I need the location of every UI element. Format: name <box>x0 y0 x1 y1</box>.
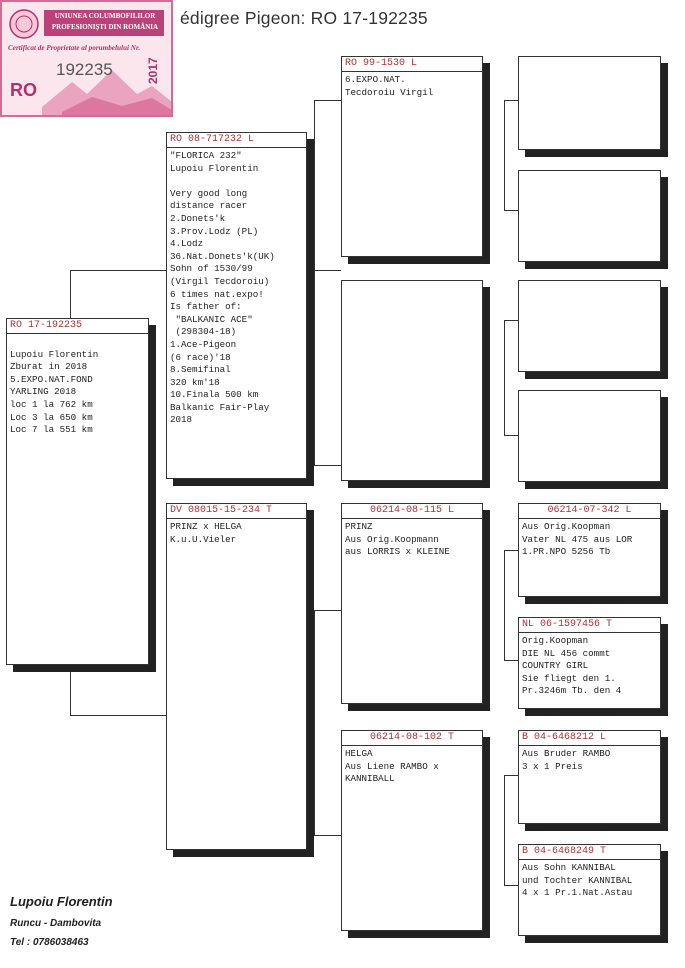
pigeon-details: 6.EXPO.NAT. Tecdoroiu Virgil <box>345 74 434 98</box>
connector <box>504 435 518 436</box>
connector <box>504 775 505 885</box>
pigeon-card-sire <box>166 132 307 479</box>
pigeon-details: Aus Sohn KANNIBAL und Tochter KANNIBAL 4 x 1 Pr.1.Nat.Astau <box>522 862 633 899</box>
pigeon-details <box>519 391 660 395</box>
pigeon-details <box>519 171 660 175</box>
pigeon-details <box>342 281 482 285</box>
ring-number: NL 06-1597456 T <box>519 618 660 633</box>
pigeon-card-empty <box>518 170 661 262</box>
connector <box>504 550 518 551</box>
connector <box>504 775 518 776</box>
ring-number: 06214-07-342 L <box>519 504 660 519</box>
connector <box>314 100 315 465</box>
pigeon-card-dam-dam <box>341 730 483 931</box>
pigeon-card-gen4 <box>518 503 661 597</box>
connector <box>314 610 341 611</box>
connector <box>504 100 505 210</box>
connector <box>504 100 518 101</box>
ring-number: B 04-6468212 L <box>519 731 660 746</box>
pigeon-card-empty <box>518 56 661 150</box>
page-title: édigree Pigeon: RO 17-192235 <box>180 8 428 28</box>
pigeon-details: Lupoiu Florentin Zburat in 2018 5.EXPO.NAT.FOND YARLING 2018 loc 1 la 762 km Loc 3 la 650 km Loc 7 la 551 km <box>10 348 99 436</box>
pigeon-card-sire-sire <box>341 56 483 257</box>
pigeon-details: Aus Orig.Koopman Vater NL 475 aus LOR 1.PR.NPO 5256 Tb <box>522 521 633 558</box>
pigeon-card-main <box>6 318 149 665</box>
connector <box>70 270 166 271</box>
pigeon-details: HELGA Aus Liene RAMBO x KANNIBALL <box>345 748 439 785</box>
ring-number: RO 17-192235 <box>7 319 148 334</box>
ring-number: DV 08015-15-234 T <box>167 504 306 519</box>
stamp-org-line2: PROFESIONIȘTI DIN ROMÂNIA <box>51 23 159 31</box>
connector <box>70 715 166 716</box>
connector <box>314 270 341 271</box>
pigeon-card-sire-dam <box>341 280 483 481</box>
connector <box>504 210 518 211</box>
connector <box>504 660 518 661</box>
connector <box>504 885 518 886</box>
pigeon-details <box>519 57 660 61</box>
breeder-location: Runcu - Dambovita <box>10 918 102 929</box>
pigeon-details: Orig.Koopman DIE NL 456 commt COUNTRY GIRL Sie fliegt den 1. Pr.3246m Tb. den 4 <box>522 635 622 697</box>
ring-number: RO 99-1530 L <box>342 57 482 72</box>
connector <box>314 100 341 101</box>
ring-number: 06214-08-102 T <box>342 731 482 746</box>
connector <box>504 320 505 435</box>
pigeon-details <box>519 281 660 285</box>
pigeon-card-gen4 <box>518 730 661 824</box>
stamp-country: RO <box>10 80 37 100</box>
pigeon-card-gen4 <box>518 844 661 936</box>
connector <box>314 610 315 835</box>
ring-number: B 04-6468249 T <box>519 845 660 860</box>
connector <box>70 665 71 715</box>
pigeon-details: PRINZ Aus Orig.Koopmann aus LORRIS x KLEINE <box>345 521 450 558</box>
pigeon-details: PRINZ x HELGA K.u.U.Vieler <box>170 521 242 545</box>
stamp-number: 192235 <box>56 60 113 79</box>
stamp-org-line1: UNIUNEA COLUMBOFILILOR <box>54 12 156 20</box>
pigeon-card-gen4 <box>518 617 661 709</box>
pigeon-card-empty <box>518 390 661 482</box>
ring-number: 06214-08-115 L <box>342 504 482 519</box>
pigeon-details: Aus Bruder RAMBO 3 x 1 Preis <box>522 748 611 772</box>
connector <box>504 320 518 321</box>
connector <box>314 835 341 836</box>
pigeon-card-empty <box>518 280 661 372</box>
pigeon-details: "FLORICA 232" Lupoiu Florentin Very good long distance racer 2.Donets'k 3.Prov.Lodz (PL) 4.Lodz 36.Nat.Donets'k(UK) Sohn of 1530/99 (Virgil Tecdoroiu) 6 times nat.expo! Is father of: "BALKANIC ACE" (298304-18) 1.Ace-Pigeon (6 race)'18 8.Semifinal 320 km'18 10.Finala 500 km Balkanic Fair-Play 2018 <box>170 150 275 426</box>
pigeon-card-dam <box>166 503 307 850</box>
connector <box>504 550 505 660</box>
ring-number: RO 08-717232 L <box>167 133 306 148</box>
ownership-certificate-stamp <box>0 0 173 117</box>
breeder-name: Lupoiu Florentin <box>10 894 113 909</box>
connector <box>314 465 341 466</box>
breeder-phone: Tel : 0786038463 <box>10 937 89 948</box>
stamp-cert-text: Certificat de Proprietate al porumbelului Nr. <box>8 44 141 52</box>
connector <box>70 270 71 318</box>
stamp-year: 2017 <box>146 57 160 84</box>
pigeon-card-dam-sire <box>341 503 483 704</box>
